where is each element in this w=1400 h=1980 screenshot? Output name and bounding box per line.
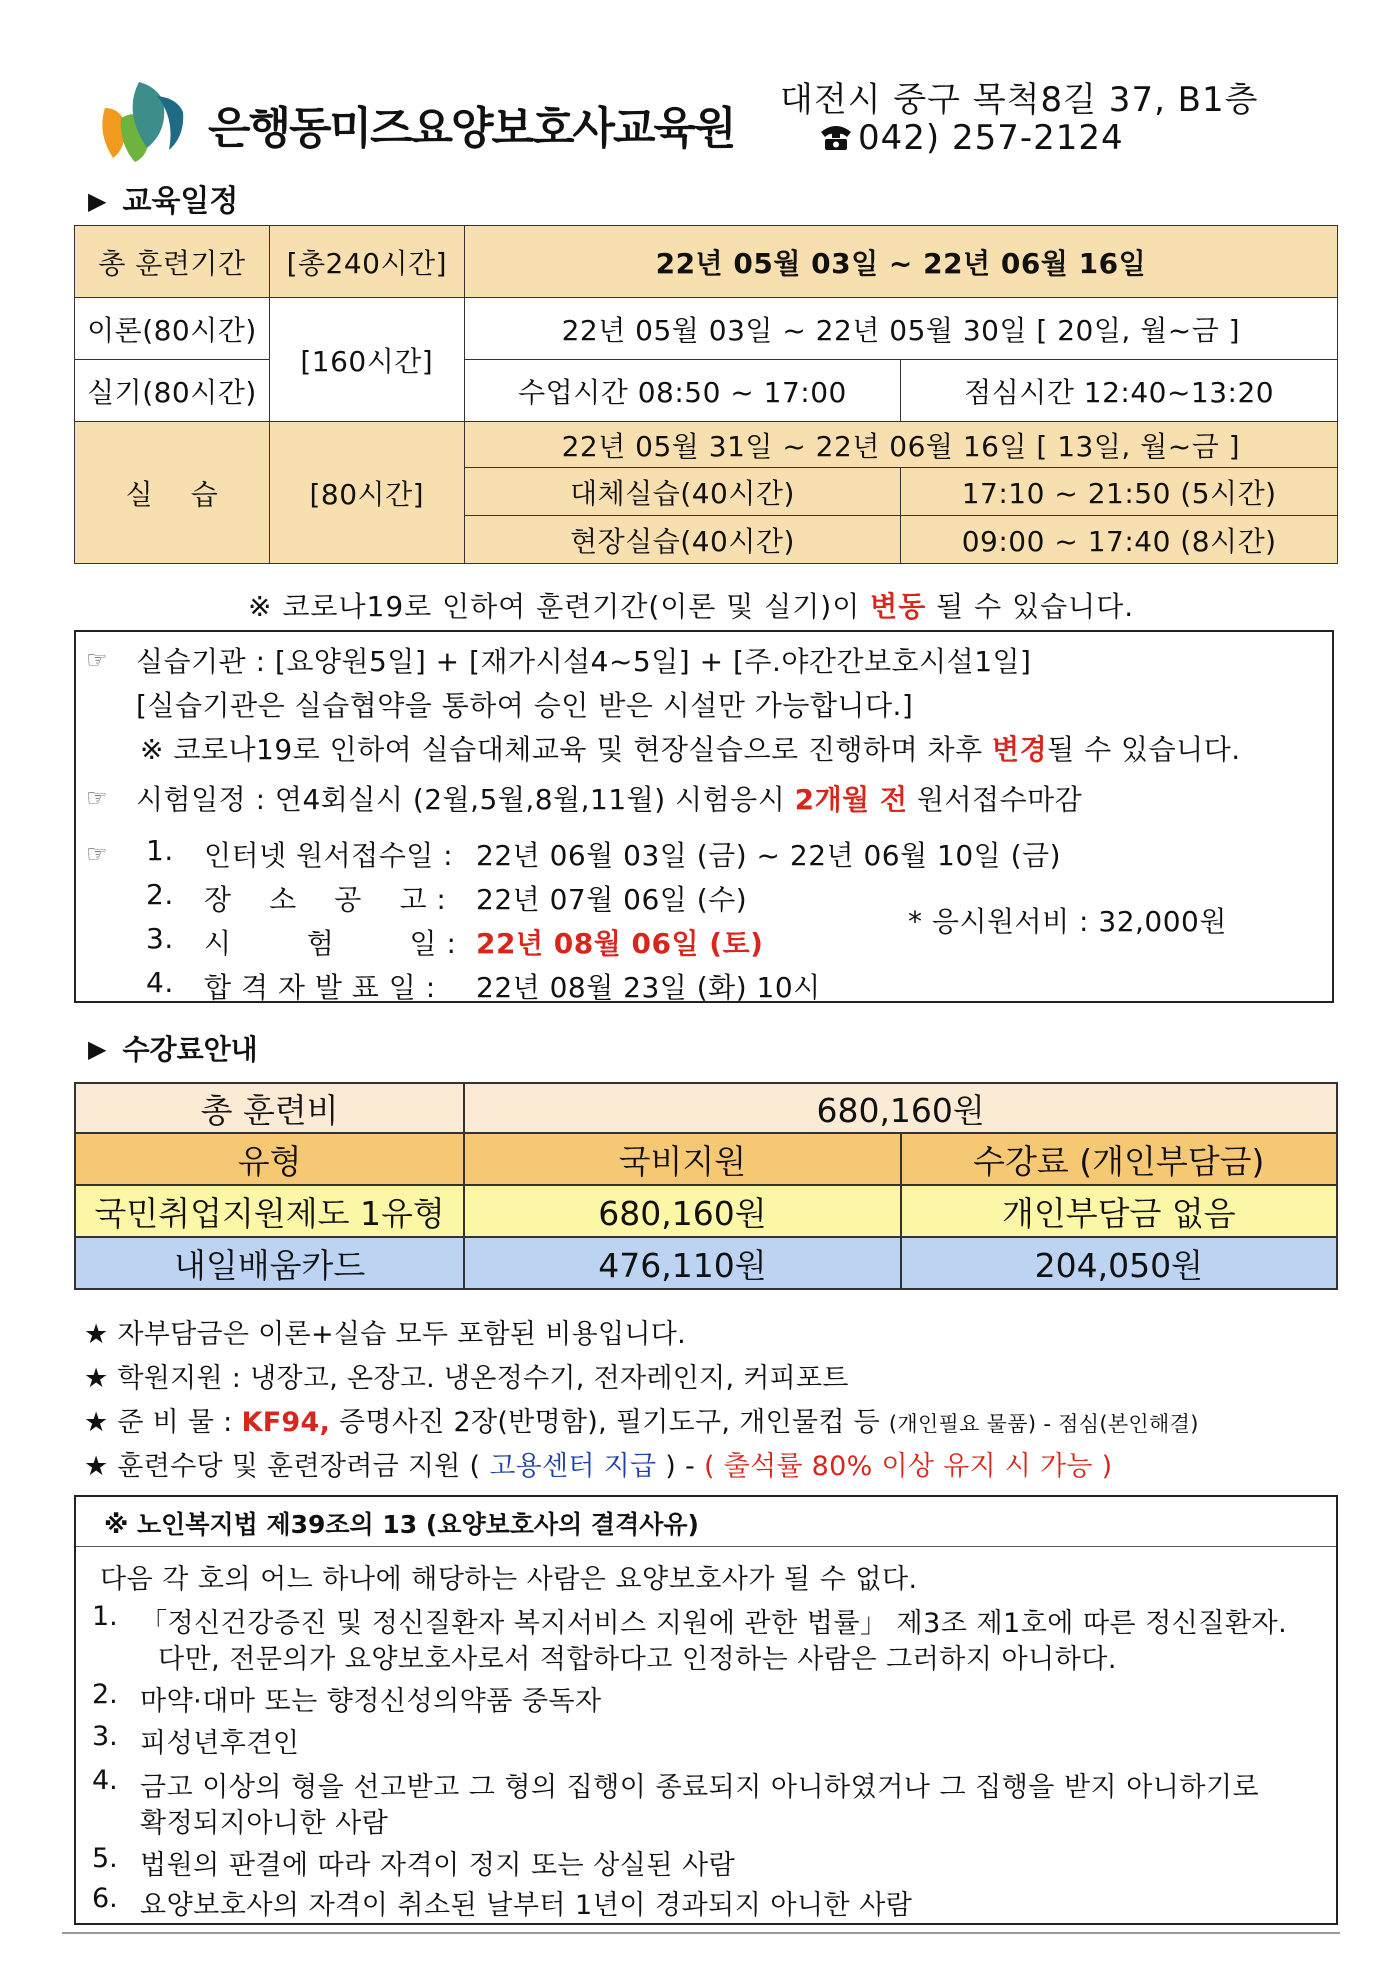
phone-number: 042) 257-2124 [858, 118, 1124, 158]
exam-item-label: 시 험 일 : [204, 927, 457, 960]
training-date-range: 22년 05월 31일 ~ 22년 06월 16일 [ 13일, 월~금 ] [464, 422, 1337, 468]
law-item-text: 확정되지아니한 사람 [140, 1808, 389, 1839]
fee-col-type: 유형 [75, 1133, 464, 1185]
fee-row-gov: 680,160원 [464, 1185, 900, 1237]
exam-item-label: 인터넷 원서접수일 : [204, 839, 454, 872]
exam-date-value: 22년 08월 06일 (토) [476, 927, 764, 960]
pointing-hand-icon: ☞ [86, 784, 109, 812]
law-item-num: 2. [92, 1679, 118, 1710]
total-fee-label: 총 훈련비 [75, 1083, 464, 1133]
training-label: 실 습 [75, 422, 270, 564]
practice-label: 실기(80시간) [75, 360, 270, 422]
pointing-hand-icon: ☞ [86, 646, 109, 674]
field-training-time: 09:00 ~ 17:40 (8시간) [901, 516, 1338, 564]
fee-col-personal: 수강료 (개인부담금) [901, 1133, 1337, 1185]
alt-training-time: 17:10 ~ 21:50 (5시간) [901, 468, 1338, 516]
exam-item-num: 3. [146, 922, 174, 955]
exam-item-value: 22년 07월 06일 (수) [476, 883, 748, 916]
law-item-text: 마약·대마 또는 향정신성의약품 중독자 [140, 1686, 602, 1717]
lunch-time: 점심시간 12:40~13:20 [901, 360, 1338, 422]
law-title: ※ 노인복지법 제39조의 13 (요양보호사의 결격사유) [76, 1497, 1336, 1547]
law-item-num: 6. [92, 1883, 118, 1914]
institution-line: 실습기관 : [요양원5일] + [재가시설4~5일] + [주.야간간보호시설1일] [136, 645, 1032, 678]
law-item-text: 피성년후견인 [140, 1728, 300, 1759]
note-facilities: ★ 학원지원 : 냉장고, 온장고. 냉온정수기, 전자레인지, 커피포트 [84, 1363, 849, 1394]
bottom-divider [62, 1932, 1340, 1934]
pointing-hand-icon: ☞ [86, 840, 109, 868]
theory-practice-hours: [160시간] [269, 298, 464, 422]
triangle-bullet-icon: ▶ [88, 1035, 107, 1063]
schedule-heading: ▶ 교육일정 [88, 184, 239, 219]
application-fee-note: * 응시원서비 : 32,000원 [908, 905, 1227, 938]
field-training-label: 현장실습(40시간) [464, 516, 901, 564]
exam-item-num: 1. [146, 834, 174, 867]
total-period-label: 총 훈련기간 [75, 226, 270, 298]
law-intro: 다음 각 호의 어느 하나에 해당하는 사람은 요양보호사가 될 수 없다. [100, 1564, 918, 1595]
alt-training-label: 대체실습(40시간) [464, 468, 901, 516]
practice-corona-notice: ※ 코로나19로 인하여 실습대체교육 및 현장실습으로 진행하며 차후 변경될 수 있습니다. [140, 733, 1241, 766]
academy-name: 은행동미즈요양보호사교육원 [208, 103, 735, 154]
phone-icon [818, 120, 854, 154]
exam-item-num: 4. [146, 966, 174, 999]
address: 대전시 중구 목척8길 37, B1층 [780, 80, 1259, 120]
fee-row-personal: 개인부담금 없음 [901, 1185, 1337, 1237]
fees-heading: ▶ 수강료안내 [88, 1033, 258, 1066]
law-item-num: 3. [92, 1721, 118, 1752]
law-item-num: 1. [92, 1601, 118, 1632]
corona-notice: ※ 코로나19로 인하여 훈련기간(이론 및 실기)이 변동 될 수 있습니다. [248, 590, 1135, 623]
exam-item-label: 장 소 공 고 : [204, 883, 447, 916]
fee-row-type: 국민취업지원제도 1유형 [75, 1185, 464, 1237]
law-item-text: 요양보호사의 자격이 취소된 날부터 1년이 경과되지 아니한 사람 [140, 1890, 913, 1921]
fee-col-gov: 국비지원 [464, 1133, 900, 1185]
law-item-num: 5. [92, 1843, 118, 1874]
total-date-range: 22년 05월 03일 ~ 22년 06월 16일 [464, 226, 1337, 298]
training-hours: [80시간] [269, 422, 464, 564]
class-time: 수업시간 08:50 ~ 17:00 [464, 360, 901, 422]
exam-item-label: 합 격 자 발 표 일 : [204, 971, 436, 1004]
law-item-text: 「정신건강증진 및 정신질환자 복지서비스 지원에 관한 법률」 제3조 제1호에 따른 정신질환자. [140, 1608, 1288, 1639]
law-item-num: 4. [92, 1765, 118, 1796]
fee-row-gov: 476,110원 [464, 1237, 900, 1289]
exam-item-num: 2. [146, 878, 174, 911]
theory-date-range: 22년 05월 03일 ~ 22년 05월 30일 [ 20일, 월~금 ] [464, 298, 1337, 360]
fee-row-type: 내일배움카드 [75, 1237, 464, 1289]
info-box [74, 630, 1334, 1003]
institution-note: [실습기관은 실습협약을 통하여 승인 받은 시설만 가능합니다.] [136, 689, 914, 722]
academy-logo-icon [95, 78, 190, 164]
exam-item-value: 22년 06월 03일 (금) ~ 22년 06월 10일 (금) [476, 839, 1062, 872]
total-fee-value: 680,160원 [464, 1083, 1337, 1133]
law-item-text: 다만, 전문의가 요양보호사로서 적합하다고 인정하는 사람은 그러하지 아니하다. [158, 1644, 1117, 1675]
fee-table [74, 1082, 1338, 1290]
note-allowance: ★ 훈련수당 및 훈련장려금 지원 ( 고용센터 지급 ) - ( 출석률 80% 이상 유지 시 가능 ) [84, 1451, 1113, 1482]
note-supplies: ★ 준 비 물 : KF94, 증명사진 2장(반명함), 필기도구, 개인물컵 등 (개인필요 물품) - 점심(본인해결) [84, 1407, 1199, 1438]
exam-item-value: 22년 08월 23일 (화) 10시 [476, 971, 821, 1004]
schedule-table [74, 225, 1338, 564]
law-item-text: 법원의 판결에 따라 자격이 정지 또는 상실된 사람 [140, 1850, 736, 1881]
triangle-bullet-icon: ▶ [88, 187, 107, 215]
exam-schedule-line: 시험일정 : 연4회실시 (2월,5월,8월,11월) 시험응시 2개월 전 원서접수마감 [136, 783, 1083, 816]
fee-row-personal: 204,050원 [901, 1237, 1337, 1289]
note-self-pay: ★ 자부담금은 이론+실습 모두 포함된 비용입니다. [84, 1319, 686, 1350]
theory-label: 이론(80시간) [75, 298, 270, 360]
law-item-text: 금고 이상의 형을 선고받고 그 형의 집행이 종료되지 아니하였거나 그 집행을 받지 아니하기로 [140, 1772, 1260, 1803]
disqualification-law-box [74, 1495, 1338, 1925]
total-hours: [총240시간] [269, 226, 464, 298]
